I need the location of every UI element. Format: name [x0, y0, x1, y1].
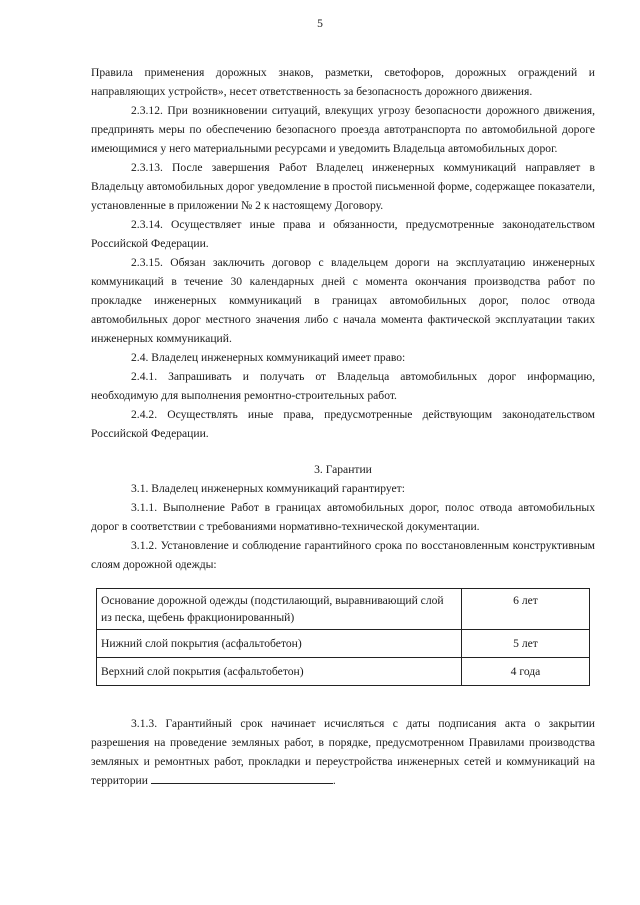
period-cell: 5 лет: [462, 630, 590, 658]
paragraph-2-4-2: 2.4.2. Осуществлять иные права, предусмотренные действующим законодательством Российской Федерации.: [91, 408, 595, 440]
table-row: [97, 589, 590, 630]
paragraph-3-1: 3.1. Владелец инженерных коммуникаций гарантирует:: [131, 482, 405, 495]
paragraph-2-4-1: 2.4.1. Запрашивать и получать от Владельца автомобильных дорог информацию, необходимую для выполнения ремонтно-строительных работ.: [91, 370, 595, 402]
period-cell: 4 года: [462, 658, 590, 686]
paragraph-3-1-2: 3.1.2. Установление и соблюдение гарантийного срока по восстановленным конструктивным слоям дорожной одежды:: [91, 539, 595, 571]
paragraph-2-3-14: 2.3.14. Осуществляет иные права и обязанности, предусмотренные законодательством Российской Федерации.: [91, 218, 595, 250]
layer-cell: Верхний слой покрытия (асфальтобетон): [97, 658, 462, 686]
paragraph-3-1-3-text: 3.1.3. Гарантийный срок начинает исчисляться с даты подписания акта о закрытии разрешения на проведение земляных работ, в порядке, предусмотренном Правилами производства земляных и ремонтных работ, прокладки и переустройства инженерных сетей и коммуникаций на территории: [91, 717, 595, 787]
document-body: [91, 63, 595, 790]
table-row: [97, 658, 590, 686]
blank-fill-line: [151, 772, 333, 784]
paragraph-2-3-12: 2.3.12. При возникновении ситуаций, влекущих угрозу безопасности дорожного движения, предпринять меры по обеспечению безопасного проезда автотранспорта по автомобильной дороге имеющимися у него материальными ресурсами и уведомить Владельца автомобильных дорог.: [91, 104, 595, 155]
paragraph-2-3-13: 2.3.13. После завершения Работ Владелец инженерных коммуникаций направляет в Владельцу автомобильных дорог уведомление в простой письменной форме, содержащее показатели, установленные в приложении № 2 к настоящему Договору.: [91, 161, 595, 212]
warranty-table: [96, 588, 590, 686]
layer-cell: Нижний слой покрытия (асфальтобетон): [97, 630, 462, 658]
paragraph-continuation: Правила применения дорожных знаков, разметки, светофоров, дорожных ограждений и направляющих устройств», несет ответственность за безопасность дорожного движения.: [91, 66, 595, 98]
section-heading: 3. Гарантии: [314, 463, 372, 476]
layer-cell: Основание дорожной одежды (подстилающий, выравнивающий слой из песка, щебень фракционированный): [97, 589, 462, 630]
paragraph-2-4: 2.4. Владелец инженерных коммуникаций имеет право:: [131, 351, 406, 364]
paragraph-3-1-3: [91, 714, 595, 790]
paragraph-3-1-1: 3.1.1. Выполнение Работ в границах автомобильных дорог, полос отвода автомобильных дорог в соответствии с требованиями нормативно-технической документации.: [91, 501, 595, 533]
period-cell: 6 лет: [462, 589, 590, 630]
paragraph-3-1-3-end: .: [332, 774, 336, 787]
page-number: 5: [317, 17, 323, 30]
paragraph-2-3-15: 2.3.15. Обязан заключить договор с владельцем дороги на эксплуатацию инженерных коммуникаций в течение 30 календарных дней с момента окончания производства работ по прокладке инженерных коммуникаций в границах автомобильных дорог, полос отвода автомобильных дорог местного значения либо с начала момента фактической эксплуатации таких инженерных коммуникаций.: [91, 256, 595, 345]
table-row: [97, 630, 590, 658]
